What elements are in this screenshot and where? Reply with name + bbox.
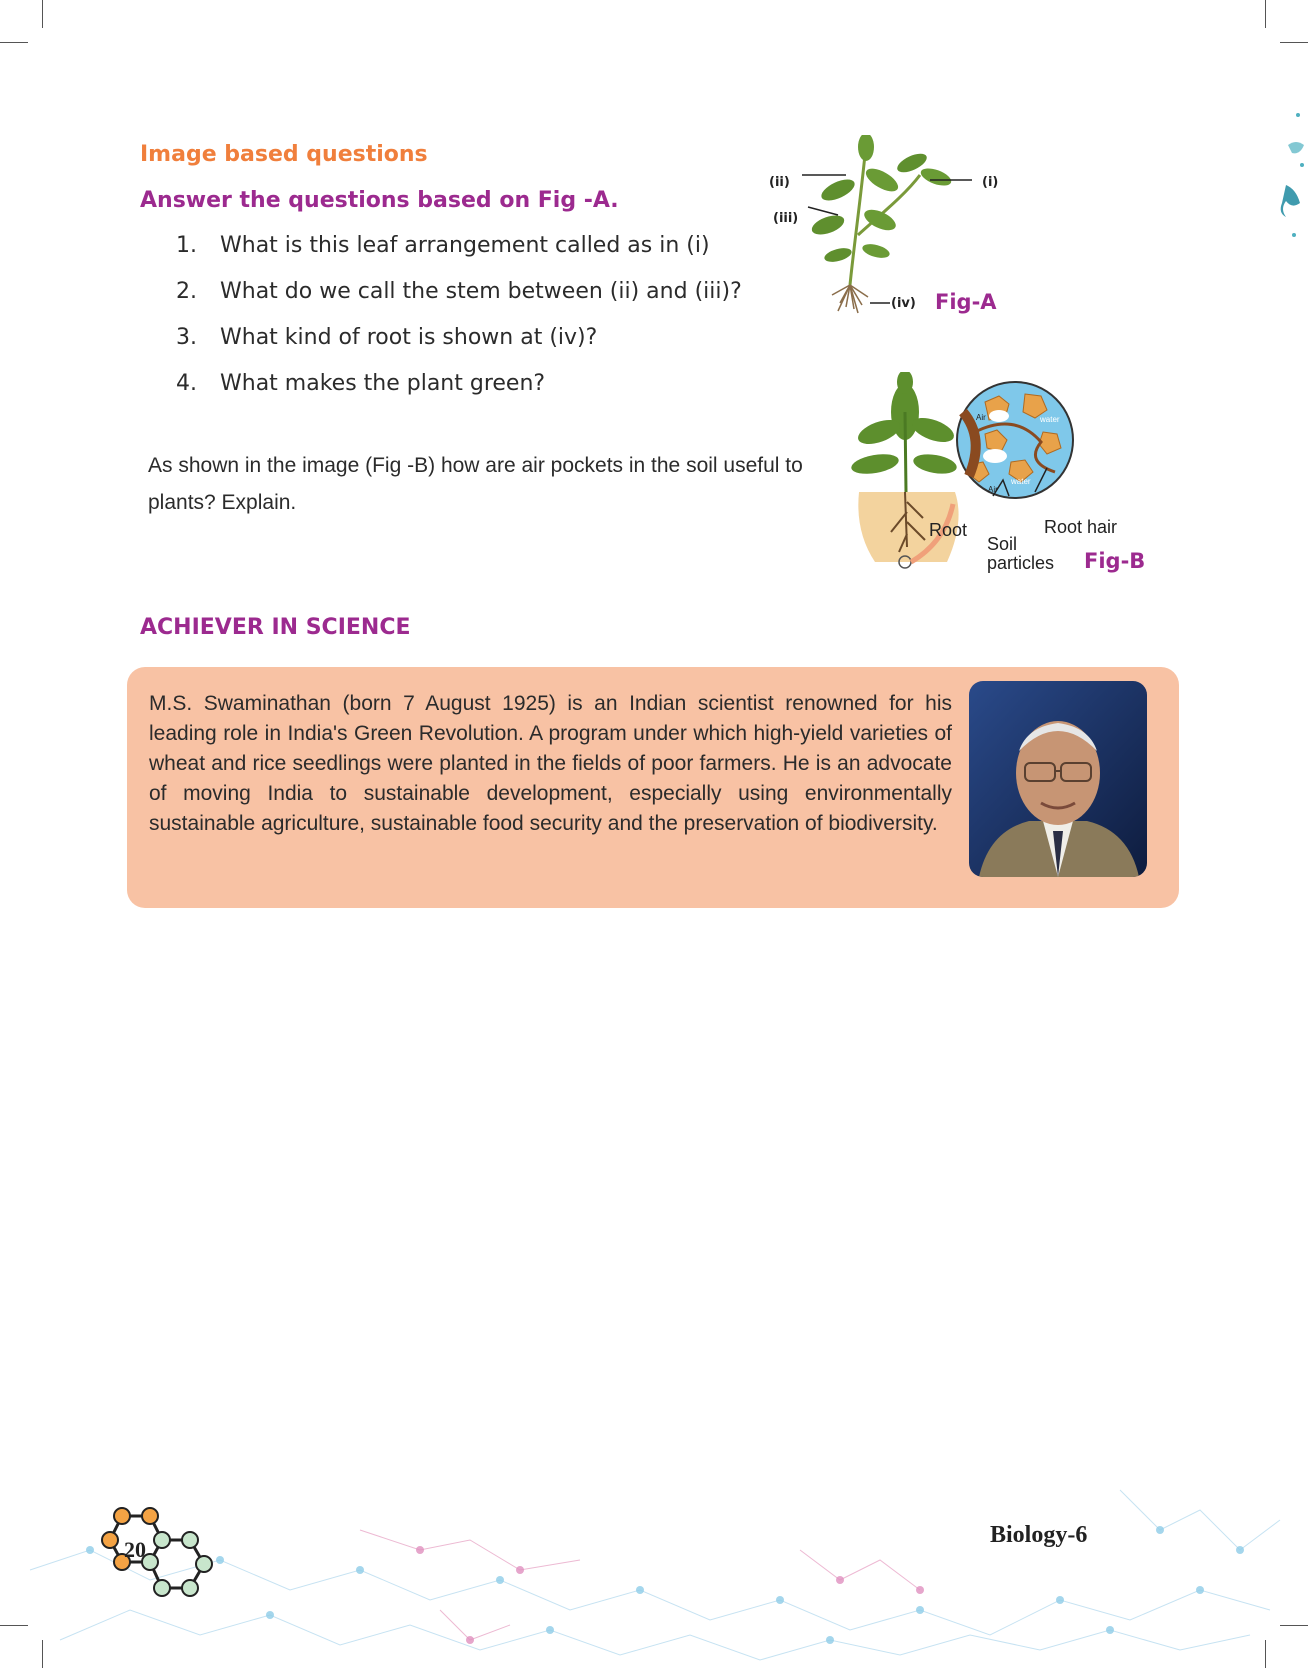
image-questions-heading: Image based questions	[140, 142, 428, 167]
fig-b-water-label: water	[1011, 477, 1031, 486]
molecule-decoration	[0, 1450, 1308, 1668]
question-text: What is this leaf arrangement called as in (i)	[220, 233, 710, 258]
fig-b-air-label: Air	[976, 413, 986, 422]
question-text: What kind of root is shown at (iv)?	[220, 325, 598, 350]
fig-a-tag-ii: (ii)	[769, 175, 790, 190]
fig-a-tag-iii: (iii)	[773, 211, 799, 226]
fig-b-air-label: Air	[988, 485, 998, 494]
question-number: 3.	[176, 325, 197, 350]
splash-decoration	[1258, 95, 1308, 255]
fig-b-label: Fig-B	[1084, 549, 1146, 573]
question-number: 2.	[176, 279, 197, 304]
book-title: Biology-6	[990, 1522, 1088, 1548]
crop-mark	[1265, 0, 1266, 28]
question-item	[176, 370, 742, 416]
fig-b-question: As shown in the image (Fig -B) how are air pockets in the soil useful to plants? Explain.	[148, 454, 803, 514]
fig-b-soil-illustration	[835, 372, 1075, 572]
question-text: What do we call the stem between (ii) and (iii)?	[220, 279, 742, 304]
crop-mark	[1280, 42, 1308, 43]
fig-b-root-label: Root	[929, 520, 968, 540]
fig-b-water-label: water	[1040, 415, 1060, 424]
fig-b-root-hair-label: Root hair	[1044, 517, 1118, 537]
fig-a-tag-iv: (iv)	[891, 296, 916, 311]
question-item	[176, 324, 742, 370]
fig-b-soil-label: Soil	[987, 534, 1018, 554]
fig-a-label: Fig-A	[935, 290, 997, 314]
achiever-bio: M.S. Swaminathan (born 7 August 1925) is an Indian scientist renowned for his leading role in India's Green Revolution. A program under which high-yield varieties of wheat and rice seedlings were planted in the fields of poor farmers. He is an advocate of moving India to sustainable development, especially using environmentally sustainable agriculture, sustainable food security and the preservation of biodiversity.	[149, 692, 952, 835]
fig-a-tag-i: (i)	[982, 175, 999, 190]
question-list	[176, 232, 742, 416]
question-item	[176, 278, 742, 324]
question-number: 1.	[176, 233, 197, 258]
question-item	[176, 232, 742, 278]
fig-b-particles-label: particles	[987, 553, 1055, 573]
question-number: 4.	[176, 371, 197, 396]
question-text: What makes the plant green?	[220, 371, 546, 396]
scientist-portrait	[969, 681, 1147, 877]
fig-a-questions-heading: Answer the questions based on Fig -A.	[140, 188, 619, 213]
crop-mark	[0, 42, 28, 43]
page-number: 20	[124, 1537, 146, 1562]
crop-mark	[42, 0, 43, 28]
achiever-box	[127, 667, 1179, 908]
achiever-heading: ACHIEVER IN SCIENCE	[140, 615, 411, 640]
